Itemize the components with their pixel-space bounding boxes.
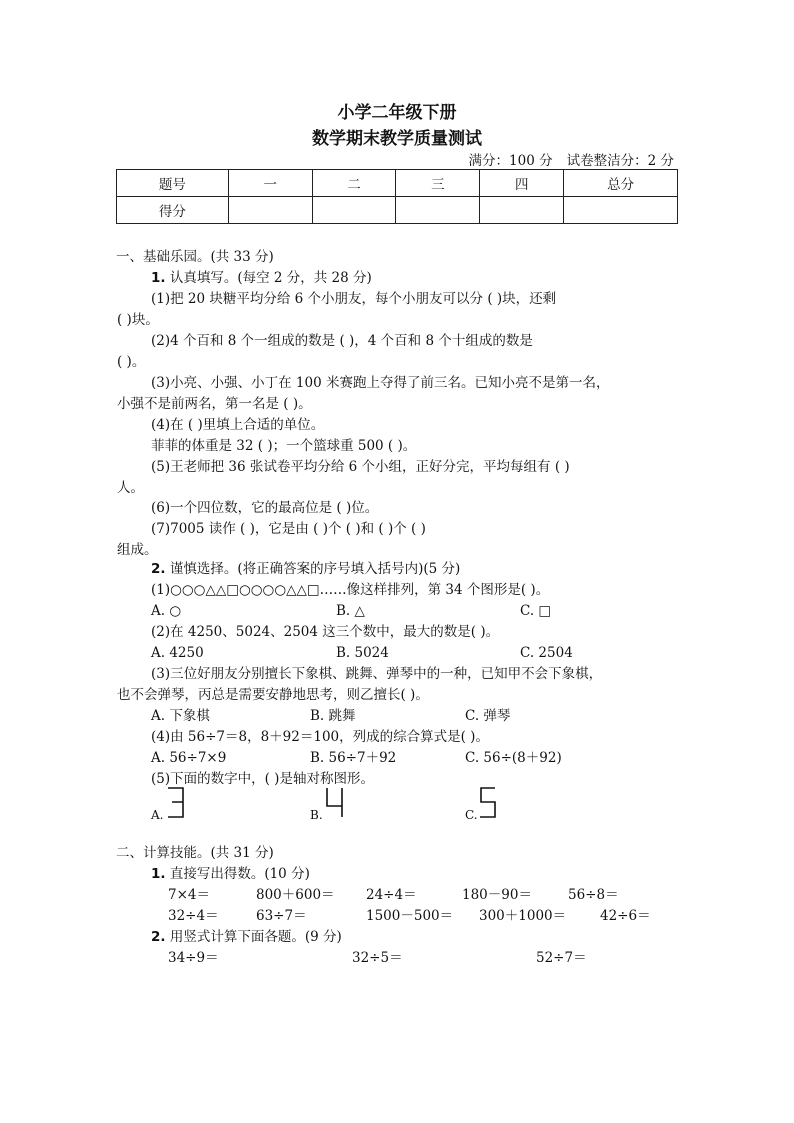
mental-math-item: 300＋1000＝ bbox=[479, 908, 567, 924]
q1-line: (4)在 ( )里填上合适的单位。 bbox=[151, 417, 325, 433]
choice-option: C. bbox=[465, 808, 478, 822]
choice-stem: (1)○○○△△□○○○○△△□……像这样排列，第 34 个图形是( )。 bbox=[151, 582, 550, 598]
vertical-calc-item: 52÷7＝ bbox=[536, 950, 587, 966]
q1-title-text: 认真填写。(每空 2 分，共 28 分) bbox=[169, 270, 372, 286]
q1-line: ( )。 bbox=[117, 354, 146, 370]
mental-math-item: 32÷4＝ bbox=[168, 908, 219, 924]
choice-option: B. 跳舞 bbox=[310, 708, 356, 724]
choice-stem: (4)由 56÷7＝8，8＋92＝100，列成的综合算式是( )。 bbox=[151, 729, 489, 745]
score-row-label: 得分 bbox=[117, 197, 229, 224]
s2-q2-title-text: 用竖式计算下面各题。(9 分) bbox=[169, 929, 342, 945]
choice-stem: (5)下面的数字中，( )是轴对称图形。 bbox=[151, 771, 374, 787]
score-table bbox=[116, 169, 678, 224]
choice-option: C. 56÷(8＋92) bbox=[465, 750, 562, 766]
full-score: 满分：100 分 bbox=[468, 153, 553, 169]
q1-line: (6)一个四位数，它的最高位是 ( )位。 bbox=[151, 500, 379, 516]
q1-line: 小强不是前两名，第一名是 ( )。 bbox=[117, 396, 312, 412]
q1-title bbox=[151, 269, 372, 287]
q2-title-text: 谨慎选择。(将正确答案的序号填入括号内)(5 分) bbox=[169, 561, 461, 577]
mental-math-item: 63÷7＝ bbox=[256, 908, 307, 924]
mental-math-item: 56÷8＝ bbox=[568, 887, 619, 903]
s2-q1-number: 1. bbox=[151, 866, 166, 882]
mental-math-item: 1500－500＝ bbox=[366, 908, 454, 924]
q1-number: 1. bbox=[151, 270, 166, 286]
digit-5-figure bbox=[478, 786, 498, 820]
score-input-cell[interactable] bbox=[396, 197, 480, 224]
section1-heading: 一、基础乐园。(共 33 分) bbox=[116, 249, 274, 265]
neatness-score: 试卷整洁分：2 分 bbox=[566, 153, 674, 169]
choice-option: B. △ bbox=[336, 603, 365, 619]
q1-line: (7)7005 读作 ( )，它是由 ( )个 ( )和 ( )个 ( ) bbox=[151, 521, 426, 537]
score-cell-part2: 二 bbox=[312, 170, 396, 197]
q2-number: 2. bbox=[151, 561, 166, 577]
mental-math-item: 800＋600＝ bbox=[256, 887, 335, 903]
choice-stem: (3)三位好朋友分别擅长下象棋、跳舞、弹琴中的一种，已知甲不会下象棋， bbox=[151, 666, 603, 682]
choice-option: B. 5024 bbox=[336, 645, 389, 661]
choice-option: A. 56÷7×9 bbox=[151, 750, 227, 766]
choice-option: B. bbox=[310, 808, 323, 822]
vertical-calc-item: 34÷9＝ bbox=[168, 950, 219, 966]
digit-3-figure bbox=[166, 786, 186, 820]
choice-option: C. 弹琴 bbox=[465, 708, 511, 724]
q1-line: 人。 bbox=[117, 480, 144, 496]
mental-math-item: 180－90＝ bbox=[462, 887, 532, 903]
digit-4-figure bbox=[324, 786, 346, 820]
s2-q2-title bbox=[151, 928, 342, 946]
score-cell-total: 总分 bbox=[564, 170, 678, 197]
section2-heading: 二、计算技能。(共 31 分) bbox=[116, 845, 274, 861]
vertical-calc-item: 32÷5＝ bbox=[352, 950, 403, 966]
q1-line: 组成。 bbox=[117, 542, 158, 558]
q1-line: (5)王老师把 36 张试卷平均分给 6 个小组，正好分完，平均每组有 ( ) bbox=[151, 459, 570, 475]
score-cell-label: 题号 bbox=[117, 170, 229, 197]
q2-title bbox=[151, 560, 460, 578]
s2-q1-title bbox=[151, 865, 310, 883]
score-cell-part4: 四 bbox=[480, 170, 564, 197]
exam-title-subject: 数学期末教学质量测试 bbox=[312, 129, 482, 149]
choice-stem-continued: 也不会弹琴，丙总是需要安静地思考，则乙擅长( )。 bbox=[117, 687, 429, 703]
score-table-score-row bbox=[117, 197, 678, 224]
score-input-cell[interactable] bbox=[480, 197, 564, 224]
choice-option: A. bbox=[151, 808, 164, 822]
choice-option: A. 4250 bbox=[151, 645, 204, 661]
score-table-header-row bbox=[117, 170, 678, 197]
score-input-cell[interactable] bbox=[228, 197, 312, 224]
q1-line: (1)把 20 块糖平均分给 6 个小朋友，每个小朋友可以分 ( )块，还剩 bbox=[151, 291, 557, 307]
choice-option: A. ○ bbox=[151, 603, 182, 619]
mental-math-item: 42÷6＝ bbox=[600, 908, 651, 924]
choice-option: A. 下象棋 bbox=[151, 708, 210, 724]
q1-line: 菲菲的体重是 32 ( )；一个篮球重 500 ( )。 bbox=[151, 438, 417, 454]
choice-option: C. □ bbox=[520, 603, 552, 619]
s2-q1-title-text: 直接写出得数。(10 分) bbox=[169, 866, 310, 882]
q1-line: ( )块。 bbox=[117, 312, 159, 328]
score-info bbox=[455, 149, 674, 169]
q1-line: (2)4 个百和 8 个一组成的数是 ( )，4 个百和 8 个十组成的数是 bbox=[151, 333, 533, 349]
score-input-cell[interactable] bbox=[312, 197, 396, 224]
score-input-cell[interactable] bbox=[564, 197, 678, 224]
q1-line: (3)小亮、小强、小丁在 100 米赛跑上夺得了前三名。已知小亮不是第一名， bbox=[151, 375, 610, 391]
mental-math-item: 7×4＝ bbox=[168, 887, 210, 903]
score-cell-part3: 三 bbox=[396, 170, 480, 197]
exam-title-grade: 小学二年级下册 bbox=[337, 103, 457, 123]
choice-option: B. 56÷7＋92 bbox=[310, 750, 397, 766]
score-cell-part1: 一 bbox=[228, 170, 312, 197]
choice-option: C. 2504 bbox=[520, 645, 573, 661]
choice-stem: (2)在 4250、5024、2504 这三个数中，最大的数是( )。 bbox=[151, 624, 500, 640]
s2-q2-number: 2. bbox=[151, 929, 166, 945]
mental-math-item: 24÷4＝ bbox=[366, 887, 417, 903]
